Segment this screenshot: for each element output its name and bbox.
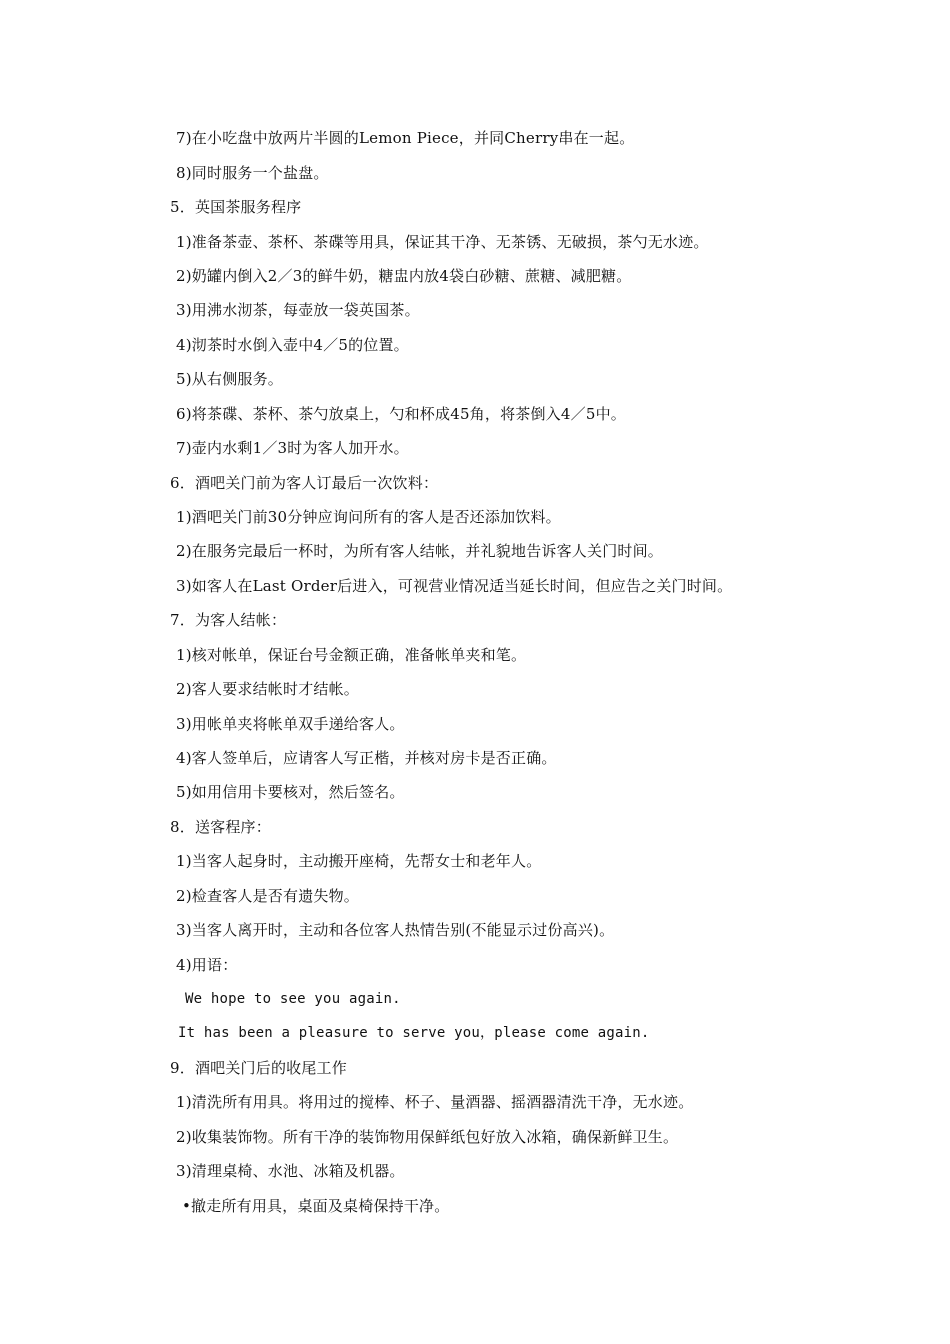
list-item: 2)奶罐内倒入2／3的鲜牛奶，糖盅内放4袋白砂糖、蔗糖、减肥糖。 [176,267,632,285]
section-heading: 6．酒吧关门前为客人订最后一次饮料： [170,474,439,492]
list-item: 4)客人签单后，应请客人写正楷，并核对房卡是否正确。 [176,749,557,767]
list-item: 3)清理桌椅、水池、冰箱及机器。 [176,1162,405,1180]
section-heading: 7．为客人结帐： [170,611,287,629]
list-item: 2)在服务完最后一杯时，为所有客人结帐，并礼貌地告诉客人关门时间。 [176,542,663,560]
list-item: 1)当客人起身时，主动搬开座椅，先帮女士和老年人。 [176,852,542,870]
list-item: 2)检查客人是否有遗失物。 [176,887,359,905]
list-item: 5)从右侧服务。 [176,370,283,388]
list-item: 7)壶内水剩1／3时为客人加开水。 [176,439,409,457]
list-item: 2)收集装饰物。所有干净的装饰物用保鲜纸包好放入冰箱，确保新鲜卫生。 [176,1128,679,1146]
section-heading: 8．送客程序： [170,818,271,836]
list-item: 1)核对帐单，保证台号金额正确，准备帐单夹和笔。 [176,646,527,664]
list-item: 7)在小吃盘中放两片半圆的Lemon Piece，并同Cherry串在一起。 [176,129,635,147]
section-heading: 5．英国茶服务程序 [170,198,302,216]
list-item: 3)如客人在Last Order后进入，可视营业情况适当延长时间，但应告之关门时间。 [176,577,733,595]
english-phrase: We hope to see you again. [185,991,401,1007]
list-item: 2)客人要求结帐时才结帐。 [176,680,359,698]
section-heading: 9．酒吧关门后的收尾工作 [170,1059,347,1077]
list-item: 1)准备茶壶、茶杯、茶碟等用具，保证其干净、无茶锈、无破损，茶勺无水迹。 [176,233,709,251]
list-item: 4)沏茶时水倒入壶中4／5的位置。 [176,336,409,354]
list-item: 3)用帐单夹将帐单双手递给客人。 [176,715,405,733]
list-item: 8)同时服务一个盐盘。 [176,164,329,182]
list-item: 6)将茶碟、茶杯、茶勺放桌上，勺和杯成45角，将茶倒入4／5中。 [176,405,626,423]
bullet-item: •撤走所有用具，桌面及桌椅保持干净。 [182,1197,450,1215]
list-item: 3)当客人离开时，主动和各位客人热情告别(不能显示过份高兴)。 [176,921,615,939]
list-item: 3)用沸水沏茶，每壶放一袋英国茶。 [176,301,420,319]
list-item: 5)如用信用卡要核对，然后签名。 [176,783,405,801]
list-item: 4)用语： [176,956,238,974]
list-item: 1)清洗所有用具。将用过的搅棒、杯子、量酒器、摇酒器清洗干净，无水迹。 [176,1093,694,1111]
list-item: 1)酒吧关门前30分钟应询问所有的客人是否还添加饮料。 [176,508,561,526]
english-phrase: It has been a pleasure to serve you，please come again. [178,1025,650,1041]
